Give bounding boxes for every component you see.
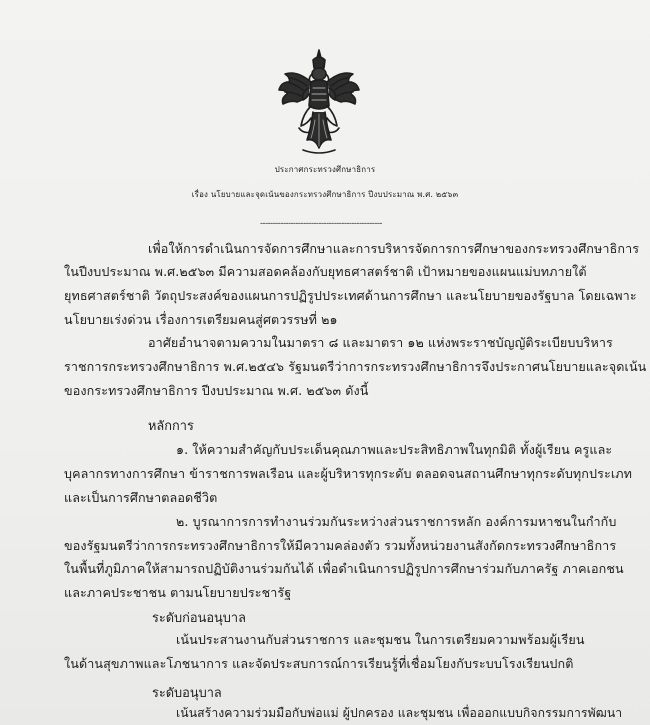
garuda-emblem-icon: [277, 48, 361, 158]
paragraph-line: และเป็นการศึกษาตลอดชีวิต: [64, 490, 218, 505]
section-heading-kindergarten: ระดับอนุบาล: [152, 686, 222, 701]
paragraph-line: นโยบายเร่งด่วน เรื่องการเตรียมคนสู่ศตวรรษที่ ๒๑: [64, 312, 338, 327]
page-title: ประกาศกระทรวงศึกษาธิการ: [274, 165, 376, 174]
separator-line: ------------------------------------------------: [260, 219, 382, 229]
paragraph-line: และภาคประชาชน ตามนโยบายประชารัฐ: [64, 585, 292, 600]
paragraph-line: ในด้านสุขภาพและโภชนาการ และจัดประสบการณ์การเรียนรู้ที่เชื่อมโยงกับระบบโรงเรียนปกติ: [64, 656, 574, 671]
paragraph-line: เน้นประสานงานกับส่วนราชการ และชุมชน ในการเตรียมความพร้อมผู้เรียน: [176, 632, 585, 647]
section-heading-principles: หลักการ: [148, 419, 194, 434]
paragraph-line: เน้นสร้างความร่วมมือกับพ่อแม่ ผู้ปกครอง และชุมชน เพื่อออกแบบกิจกรรมการพัฒนา: [176, 706, 623, 720]
paragraph-line: ของกระทรวงศึกษาธิการ ปีงบประมาณ พ.ศ. ๒๕๖๓ ดังนี้: [64, 383, 369, 398]
paragraph-line: ของรัฐมนตรีว่าการกระทรวงศึกษาธิการให้มีความคล่องตัว รวมทั้งหน่วยงานสังกัดกระทรวงศึกษาธิการ: [64, 538, 617, 553]
paragraph-line: ราชการกระทรวงศึกษาธิการ พ.ศ.๒๕๔๖ รัฐมนตรีว่าการกระทรวงศึกษาธิการจึงประกาศนโยบายและจุดเน้น: [64, 359, 647, 374]
paragraph-line: อาศัยอำนาจตามความในมาตรา ๘ และมาตรา ๑๒ แห่งพระราชบัญญัติระเบียบบริหาร: [148, 335, 613, 350]
paragraph-line: เพื่อให้การดำเนินการจัดการศึกษาและการบริหารจัดการการศึกษาของกระทรวงศึกษาธิการ: [148, 241, 640, 256]
paragraph-line: บุคลากรทางการศึกษา ข้าราชการพลเรือน และผู้บริหารทุกระดับ ตลอดจนสถานศึกษาทุกระดับทุกประเภท: [64, 466, 633, 481]
document-subject: เรื่อง นโยบายและจุดเน้นของกระทรวงศึกษาธิการ ปีงบประมาณ พ.ศ. ๒๕๖๓: [191, 190, 459, 199]
paragraph-line: ในพื้นที่ภูมิภาคให้สามารถปฏิบัติงานร่วมกันได้ เพื่อดำเนินการปฏิรูปการศึกษาร่วมกับภาครัฐ ภาคเอกชน: [64, 561, 624, 576]
paragraph-line: ยุทธศาสตร์ชาติ วัตถุประสงค์ของแผนการปฏิรูปประเทศด้านการศึกษา และนโยบายของรัฐบาล โดยเฉพาะ: [64, 288, 637, 303]
paragraph-line: ในปีงบประมาณ พ.ศ.๒๕๖๓ มีความสอดคล้องกับยุทธศาสตร์ชาติ เป้าหมายของแผนแม่บทภายใต้: [64, 264, 587, 279]
paragraph-line: ๒. บูรณาการการทำงานร่วมกันระหว่างส่วนราชการหลัก องค์การมหาชนในกำกับ: [176, 514, 617, 529]
paragraph-line: ๑. ให้ความสำคัญกับประเด็นคุณภาพและประสิทธิภาพในทุกมิติ ทั้งผู้เรียน ครูและ: [176, 442, 613, 457]
section-heading-pre-kindergarten: ระดับก่อนอนุบาล: [152, 611, 246, 626]
